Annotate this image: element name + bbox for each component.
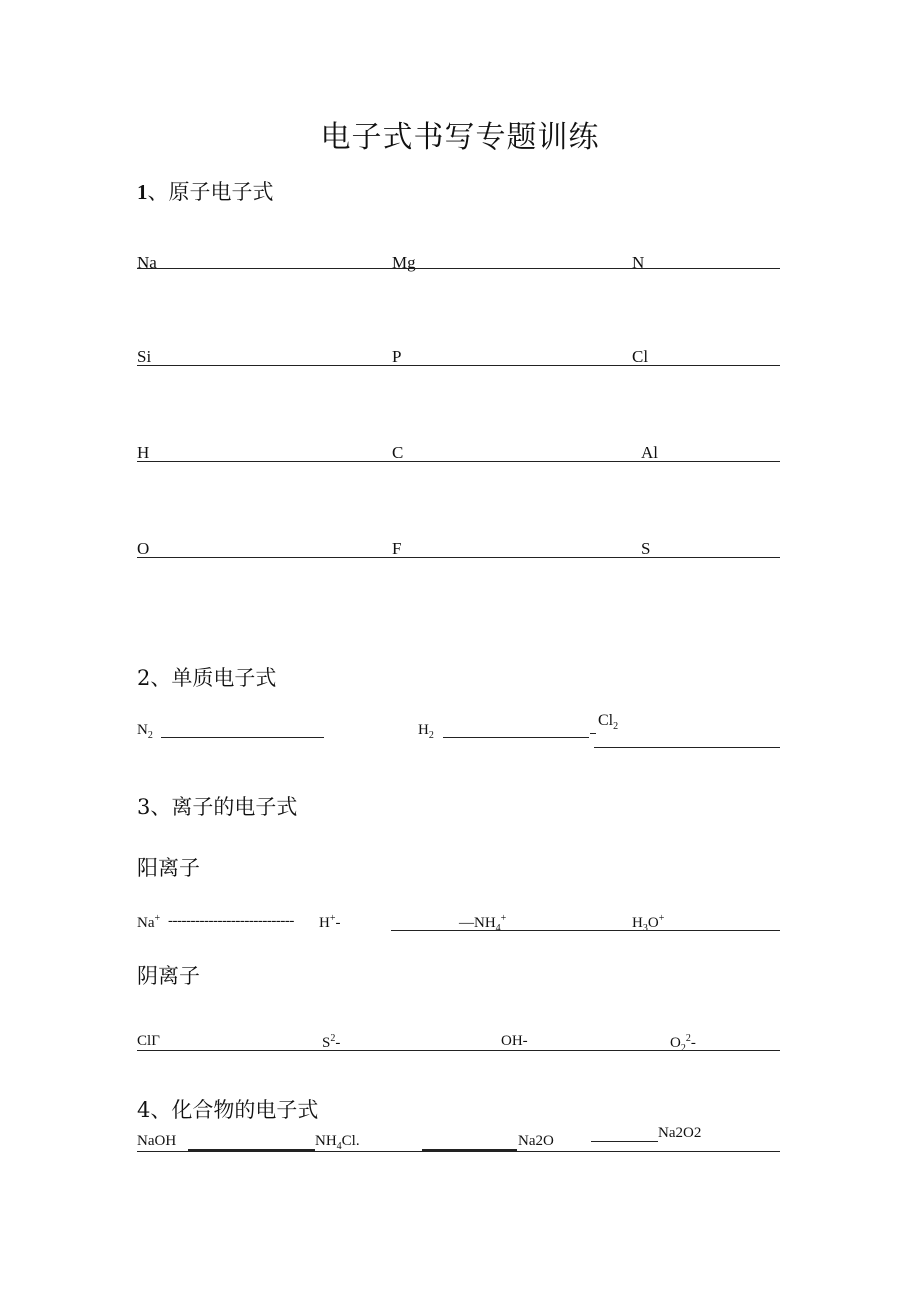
answer-line-row-2[interactable] (137, 365, 780, 366)
ion-h3o-base: H (632, 915, 643, 931)
ion-h3o-plus (632, 914, 664, 934)
ion-nh4-sup: + (500, 913, 507, 924)
atom-label-p: P (392, 347, 402, 366)
ion-h3o-mid: O (647, 915, 659, 931)
ion-o2-tail: - (690, 1035, 696, 1051)
answer-line-compounds[interactable] (137, 1151, 780, 1152)
section-3-heading: 3、离子的电子式 (137, 795, 298, 819)
ion-s-tail: - (335, 1035, 341, 1051)
compound-na2o: Na2O (518, 1133, 554, 1149)
atom-label-mg: Mg (392, 253, 416, 272)
section-4-heading: 4、化合物的电子式 (137, 1098, 319, 1122)
formula-n2-base: N (137, 722, 148, 738)
compound-nh4cl-base: NH (315, 1133, 337, 1149)
formula-cl2-base: Cl (598, 712, 614, 729)
answer-line-n2[interactable] (161, 737, 324, 738)
ion-s2-minus (322, 1034, 340, 1051)
ion-cl-mark: Γ (151, 1033, 160, 1049)
atom-label-s: S (641, 539, 651, 558)
formula-n2 (137, 723, 153, 741)
answer-line-cl2[interactable] (594, 747, 780, 748)
answer-line-row-3[interactable] (137, 461, 780, 462)
formula-cl2-sub: 2 (613, 721, 619, 733)
formula-cl2 (598, 713, 618, 732)
ion-na-sup: + (154, 913, 161, 924)
ion-cl-minus (137, 1034, 160, 1049)
ion-oh-minus: OH- (501, 1033, 528, 1049)
ion-h-plus (319, 914, 340, 931)
section-1-heading (137, 176, 274, 206)
ion-nh4-base: —NH (459, 915, 496, 931)
ion-na-base: Na (137, 915, 155, 931)
ion-cl-base: Cl (137, 1033, 152, 1049)
compound-na2o2: Na2O2 (658, 1125, 702, 1141)
answer-line-h2[interactable] (443, 737, 589, 738)
atom-label-si: Si (137, 347, 152, 366)
atom-label-c: C (392, 443, 404, 462)
cation-heading: 阳离子 (137, 856, 200, 880)
section-1-title: 、原子电子式 (147, 180, 274, 204)
ion-h-sup: + (329, 913, 336, 924)
anion-heading: 阴离子 (137, 964, 200, 988)
ion-h-base: H (319, 915, 330, 931)
answer-line-anions[interactable] (137, 1050, 780, 1051)
ion-o2-2minus (670, 1034, 696, 1054)
ion-h3o-sup: + (658, 913, 665, 924)
answer-line-row-4[interactable] (137, 557, 780, 558)
ion-s-base: S (322, 1035, 331, 1051)
formula-h2 (418, 723, 434, 741)
atom-label-na: Na (137, 253, 157, 272)
ion-o2-base: O (670, 1035, 681, 1051)
ion-na-plus (137, 914, 160, 931)
compound-naoh: NaOH (137, 1133, 177, 1149)
compound-nh4cl-tail: Cl. (341, 1133, 360, 1149)
answer-line-na2o[interactable] (591, 1141, 658, 1142)
ion-nh4-plus (459, 914, 506, 934)
formula-h2-base: H (418, 722, 429, 738)
answer-line-row-1[interactable] (137, 268, 780, 269)
atom-label-o: O (137, 539, 150, 558)
atom-label-h: H (137, 443, 150, 462)
section-2-heading: 2、单质电子式 (137, 666, 277, 690)
answer-line-cations[interactable] (391, 930, 780, 931)
formula-n2-sub: 2 (147, 730, 153, 741)
ion-o2-sup: 2 (685, 1033, 691, 1044)
atom-label-n: N (632, 253, 645, 272)
formula-h2-sub: 2 (428, 730, 434, 741)
atom-label-f: F (392, 539, 402, 558)
compound-nh4cl (315, 1134, 360, 1152)
page-title: 电子式书写专题训练 (320, 120, 600, 155)
answer-line-h2-tail (590, 733, 596, 734)
atom-label-cl: Cl (632, 347, 649, 366)
section-1-number: 1 (137, 180, 148, 204)
ion-nh4-sub: 4 (495, 923, 501, 934)
ion-o2-sub: 2 (680, 1043, 686, 1054)
ion-s-sup: 2 (330, 1033, 336, 1044)
compound-nh4cl-sub: 4 (336, 1141, 342, 1152)
dash-rule: ---------------------------- (168, 913, 294, 929)
ion-h-tail: - (335, 915, 341, 931)
atom-label-al: Al (641, 443, 658, 462)
ion-h3o-sub: 3 (642, 923, 648, 934)
